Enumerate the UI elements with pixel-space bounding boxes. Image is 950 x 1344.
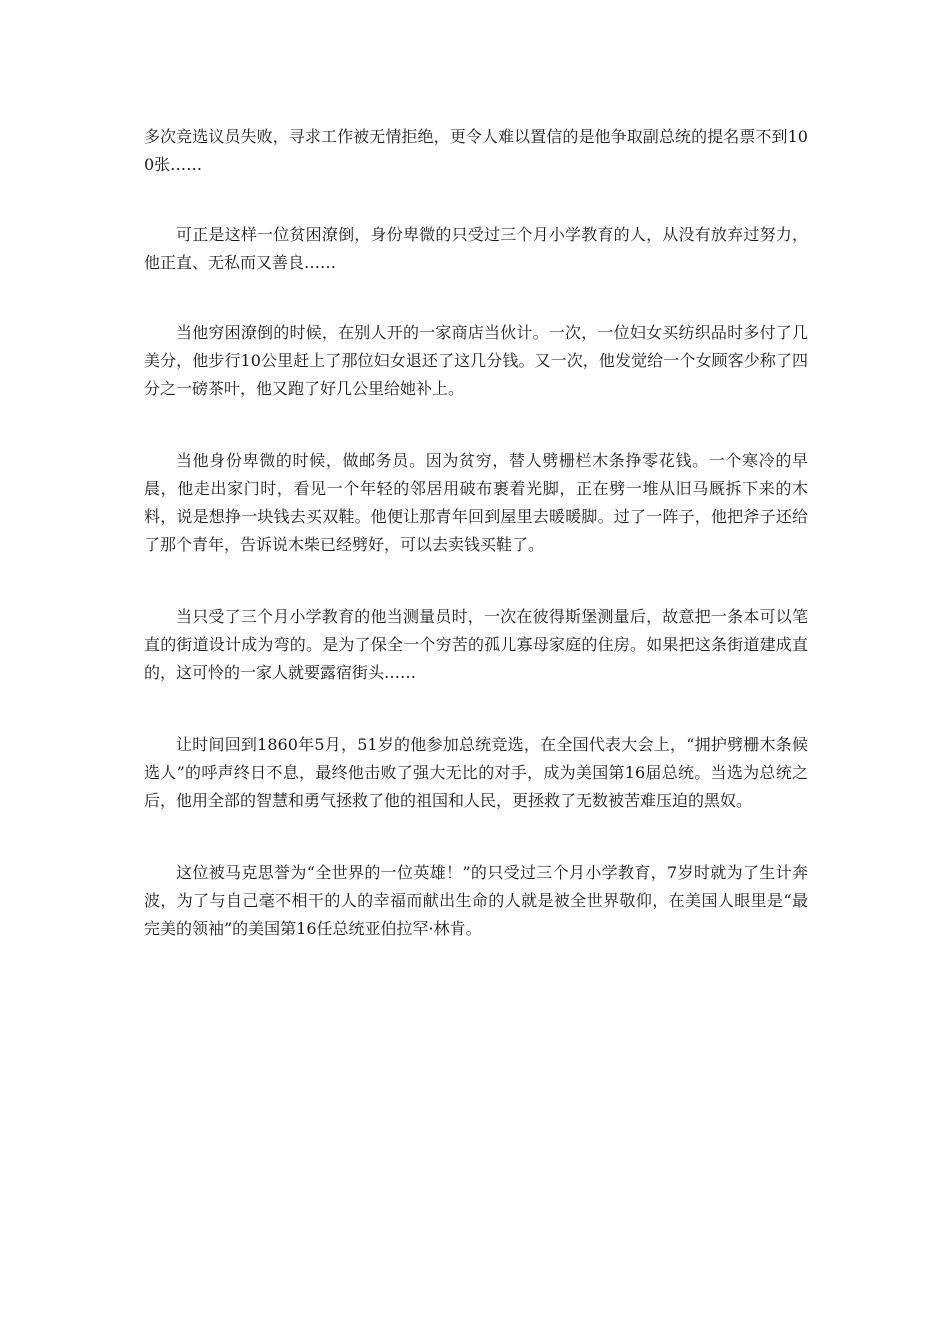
paragraph-1: 多次竞选议员失败，寻求工作被无情拒绝，更令人难以置信的是他争取副总统的提名票不到100张…… (144, 127, 808, 174)
paragraph-4: 当他身份卑微的时候，做邮务员。因为贫穷，替人劈栅栏木条挣零花钱。一个寒冷的早晨，他走出家门时，看见一个年轻的邻居用破布裹着光脚，正在劈一堆从旧马厩拆下来的木料，说是想挣一块钱去买双鞋。他便让那青年回到屋里去暖暖脚。过了一阵子，他把斧子还给了那个青年，告诉说木柴已经劈好，可以去卖钱买鞋了。 (144, 451, 808, 554)
paragraph-6: 让时间回到1860年5月，51岁的他参加总统竞选，在全国代表大会上，“拥护劈栅木条候选人”的呼声终日不息，最终他击败了强大无比的对手，成为美国第16届总统。当选为总统之后，他用全部的智慧和勇气拯救了他的祖国和人民，更拯救了无数被苦难压迫的黑奴。 (144, 735, 808, 810)
document-body (144, 123, 808, 986)
paragraph-5: 当只受了三个月小学教育的他当测量员时，一次在彼得斯堡测量后，故意把一条本可以笔直的街道设计成为弯的。是为了保全一个穷苦的孤儿寡母家庭的住房。如果把这条街道建成直的，这可怜的一家人就要露宿街头…… (144, 607, 808, 682)
paragraph-7: 这位被马克思誉为“全世界的一位英雄！”的只受过三个月小学教育，7岁时就为了生计奔波，为了与自己毫不相干的人的幸福而献出生命的人就是被全世界敬仰，在美国人眼里是“最完美的领袖”的美国第16任总统亚伯拉罕·林肯。 (144, 863, 808, 938)
paragraph-2: 可正是这样一位贫困潦倒，身份卑微的只受过三个月小学教育的人，从没有放弃过努力，他正直、无私而又善良…… (144, 225, 808, 272)
paragraph-3: 当他穷困潦倒的时候，在别人开的一家商店当伙计。一次，一位妇女买纺织品时多付了几美分，他步行10公里赶上了那位妇女退还了这几分钱。又一次，他发觉给一个女顾客少称了四分之一磅茶叶，他又跑了好几公里给她补上。 (144, 323, 808, 398)
